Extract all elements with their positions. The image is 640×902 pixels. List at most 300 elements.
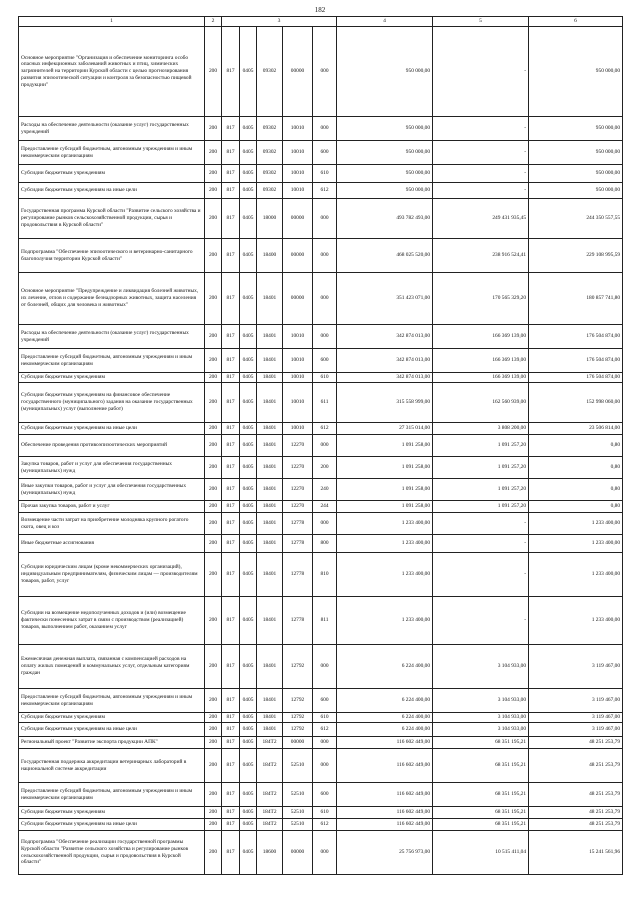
amount-cell: 1 091 258,00 — [337, 479, 433, 501]
code-cell: 000 — [313, 239, 337, 273]
header-cell: 6 — [529, 17, 623, 27]
amount-cell: 238 916 524,41 — [433, 239, 529, 273]
code-cell: 817 — [222, 479, 240, 501]
amount-cell: 116 602 449,00 — [337, 737, 433, 749]
amount-cell: 116 602 449,00 — [337, 783, 433, 807]
row-name-cell: Субсидии юридическим лицам (кроме некоммерческих организаций), индивидуальным предпринимателям, физическим лицам — производителям товаров, работ, услуг — [19, 553, 205, 597]
code-cell: 18400 — [257, 239, 283, 273]
code-cell: 0405 — [240, 183, 257, 199]
code-cell: 12778 — [283, 535, 313, 553]
code-cell: 10010 — [283, 349, 313, 373]
amount-cell: 3 104 933,00 — [433, 689, 529, 713]
code-cell: 610 — [313, 373, 337, 383]
table-row — [19, 597, 623, 645]
code-cell: 612 — [313, 183, 337, 199]
amount-cell: 176 504 874,00 — [529, 325, 623, 349]
code-cell: 184T2 — [257, 783, 283, 807]
amount-cell: - — [433, 513, 529, 535]
code-cell: 10010 — [283, 117, 313, 141]
code-cell: 200 — [205, 457, 222, 479]
code-cell: 817 — [222, 689, 240, 713]
code-cell: 12270 — [283, 501, 313, 513]
code-cell: 12270 — [283, 479, 313, 501]
table-row — [19, 117, 623, 141]
code-cell: 18401 — [257, 383, 283, 423]
code-cell: 18401 — [257, 273, 283, 325]
amount-cell: 25 756 973,00 — [337, 831, 433, 875]
code-cell: 18401 — [257, 513, 283, 535]
page-number: 182 — [314, 6, 326, 14]
table-row — [19, 383, 623, 423]
code-cell: 10010 — [283, 325, 313, 349]
code-cell: 817 — [222, 349, 240, 373]
amount-cell: 0,80 — [529, 457, 623, 479]
amount-cell: 166 369 139,00 — [433, 325, 529, 349]
code-cell: 817 — [222, 117, 240, 141]
table-row — [19, 141, 623, 165]
code-cell: 817 — [222, 435, 240, 457]
code-cell: 817 — [222, 457, 240, 479]
amount-cell: 6 224 400,00 — [337, 689, 433, 713]
amount-cell: 166 369 139,00 — [433, 349, 529, 373]
code-cell: 09302 — [257, 183, 283, 199]
code-cell: 817 — [222, 141, 240, 165]
code-cell: 09302 — [257, 165, 283, 183]
table-row — [19, 27, 623, 117]
amount-cell: 468 025 520,00 — [337, 239, 433, 273]
code-cell: 000 — [313, 749, 337, 783]
table-row — [19, 831, 623, 875]
code-cell: 817 — [222, 713, 240, 723]
table-row — [19, 819, 623, 831]
code-cell: 0405 — [240, 737, 257, 749]
amount-cell: 950 000,00 — [337, 183, 433, 199]
amount-cell: 15 241 561,96 — [529, 831, 623, 875]
amount-cell: 166 369 139,00 — [433, 373, 529, 383]
amount-cell: 1 233 400,00 — [337, 553, 433, 597]
code-cell: 817 — [222, 723, 240, 737]
code-cell: 000 — [313, 513, 337, 535]
row-name-cell: Расходы на обеспечение деятельности (оказание услуг) государственных учреждений — [19, 117, 205, 141]
code-cell: 18401 — [257, 553, 283, 597]
amount-cell: 0,80 — [529, 501, 623, 513]
amount-cell: - — [433, 553, 529, 597]
code-cell: 200 — [205, 713, 222, 723]
code-cell: 18401 — [257, 501, 283, 513]
table-row — [19, 435, 623, 457]
table-row — [19, 199, 623, 239]
code-cell: 200 — [205, 645, 222, 689]
code-cell: 000 — [313, 199, 337, 239]
code-cell: 200 — [205, 501, 222, 513]
amount-cell: - — [433, 141, 529, 165]
code-cell: 817 — [222, 183, 240, 199]
header-row — [19, 17, 623, 27]
code-cell: 0405 — [240, 373, 257, 383]
code-cell: 10010 — [283, 165, 313, 183]
amount-cell: 68 351 195,21 — [433, 819, 529, 831]
amount-cell: 68 351 195,21 — [433, 737, 529, 749]
code-cell: 0405 — [240, 239, 257, 273]
code-cell: 12792 — [283, 723, 313, 737]
table-row — [19, 457, 623, 479]
code-cell: 811 — [313, 597, 337, 645]
code-cell: 52510 — [283, 807, 313, 819]
code-cell: 817 — [222, 423, 240, 435]
amount-cell: - — [433, 597, 529, 645]
amount-cell: 6 224 400,00 — [337, 723, 433, 737]
code-cell: 200 — [205, 597, 222, 645]
table-row — [19, 737, 623, 749]
row-name-cell: Возмещение части затрат на приобретение молодняка крупного рогатого скота, овец и коз — [19, 513, 205, 535]
table-row — [19, 645, 623, 689]
table-row — [19, 349, 623, 373]
header-cell: 4 — [337, 17, 433, 27]
code-cell: 000 — [313, 831, 337, 875]
code-cell: 817 — [222, 737, 240, 749]
amount-cell: 48 251 253,79 — [529, 749, 623, 783]
code-cell: 200 — [205, 383, 222, 423]
row-name-cell: Закупка товаров, работ и услуг для обеспечения государственных (муниципальных) нужд — [19, 457, 205, 479]
table-row — [19, 479, 623, 501]
amount-cell: 1 233 400,00 — [337, 597, 433, 645]
amount-cell: 342 874 013,00 — [337, 325, 433, 349]
code-cell: 200 — [205, 239, 222, 273]
code-cell: 12778 — [283, 597, 313, 645]
code-cell: 18401 — [257, 713, 283, 723]
code-cell: 10010 — [283, 423, 313, 435]
code-cell: 200 — [205, 807, 222, 819]
row-name-cell: Ежемесячная денежная выплата, связанная с компенсацией расходов на оплату жилых помещений и коммунальных услуг, отдельным категориям граждан — [19, 645, 205, 689]
code-cell: 000 — [313, 737, 337, 749]
code-cell: 0405 — [240, 383, 257, 423]
code-cell: 200 — [205, 273, 222, 325]
code-cell: 817 — [222, 273, 240, 325]
amount-cell: - — [433, 27, 529, 117]
amount-cell: 950 000,00 — [337, 165, 433, 183]
amount-cell: 950 000,00 — [337, 141, 433, 165]
amount-cell: 1 091 257,20 — [433, 457, 529, 479]
code-cell: 817 — [222, 325, 240, 349]
amount-cell: 170 565 329,20 — [433, 273, 529, 325]
code-cell: 18600 — [257, 831, 283, 875]
row-name-cell: Подпрограмма "Обеспечение реализации государственной программы Курской области "Развитие сельского хозяйства и регулирование рынков сельскохозяйственной продукции, сырья и продовольствия в Курской области" — [19, 831, 205, 875]
table-row — [19, 373, 623, 383]
table-row — [19, 325, 623, 349]
code-cell: 09302 — [257, 27, 283, 117]
code-cell: 200 — [205, 479, 222, 501]
row-name-cell: Региональный проект "Развитие экспорта продукции АПК" — [19, 737, 205, 749]
amount-cell: 249 431 935,45 — [433, 199, 529, 239]
code-cell: 0405 — [240, 141, 257, 165]
code-cell: 610 — [313, 165, 337, 183]
code-cell: 12778 — [283, 513, 313, 535]
code-cell: 200 — [205, 141, 222, 165]
code-cell: 0405 — [240, 501, 257, 513]
amount-cell: 1 233 400,00 — [529, 513, 623, 535]
header-cell: 3 — [222, 17, 337, 27]
code-cell: 000 — [313, 435, 337, 457]
code-cell: 0405 — [240, 553, 257, 597]
amount-cell: 23 506 814,00 — [529, 423, 623, 435]
code-cell: 0405 — [240, 325, 257, 349]
row-name-cell: Основное мероприятие "Предупреждение и ликвидация болезней животных, их лечение, отлов и содержание безнадзорных животных, защита населения от болезней, общих для человека и животных" — [19, 273, 205, 325]
code-cell: 200 — [205, 199, 222, 239]
code-cell: 200 — [205, 819, 222, 831]
amount-cell: 1 091 258,00 — [337, 457, 433, 479]
row-name-cell: Субсидии бюджетным учреждениям — [19, 373, 205, 383]
amount-cell: 3 119 467,00 — [529, 645, 623, 689]
code-cell: 600 — [313, 349, 337, 373]
code-cell: 200 — [205, 325, 222, 349]
code-cell: 200 — [205, 749, 222, 783]
code-cell: 0405 — [240, 723, 257, 737]
code-cell: 810 — [313, 553, 337, 597]
amount-cell: 0,80 — [529, 435, 623, 457]
amount-cell: 6 224 400,00 — [337, 713, 433, 723]
code-cell: 0405 — [240, 479, 257, 501]
code-cell: 10010 — [283, 383, 313, 423]
table-row — [19, 183, 623, 199]
amount-cell: 3 119 467,00 — [529, 689, 623, 713]
amount-cell: 0,80 — [529, 479, 623, 501]
code-cell: 817 — [222, 501, 240, 513]
table-row — [19, 165, 623, 183]
code-cell: 200 — [205, 183, 222, 199]
code-cell: 600 — [313, 783, 337, 807]
row-name-cell: Субсидии бюджетным учреждениям на иные цели — [19, 183, 205, 199]
code-cell: 09302 — [257, 141, 283, 165]
code-cell: 184T2 — [257, 749, 283, 783]
amount-cell: 152 998 060,00 — [529, 383, 623, 423]
amount-cell: 244 350 557,55 — [529, 199, 623, 239]
amount-cell: 351 423 071,00 — [337, 273, 433, 325]
code-cell: 0405 — [240, 435, 257, 457]
row-name-cell: Основное мероприятие "Организация и обеспечение мониторинга особо опасных инфекционных заболеваний животных и птиц, химических загрязнителей на территории Курской области с целью прогнозирования развития эпизоотической ситуации и контроля за безопасностью пищевой продукции" — [19, 27, 205, 117]
table-row — [19, 239, 623, 273]
code-cell: 18401 — [257, 645, 283, 689]
code-cell: 200 — [205, 423, 222, 435]
amount-cell: 1 091 257,20 — [433, 435, 529, 457]
code-cell: 12270 — [283, 435, 313, 457]
amount-cell: 493 782 493,00 — [337, 199, 433, 239]
code-cell: 184T2 — [257, 737, 283, 749]
code-cell: 610 — [313, 713, 337, 723]
row-name-cell: Предоставление субсидий бюджетным, автономным учреждениям и иным некоммерческим организациям — [19, 689, 205, 713]
code-cell: 200 — [205, 117, 222, 141]
code-cell: 0405 — [240, 165, 257, 183]
code-cell: 817 — [222, 749, 240, 783]
code-cell: 0405 — [240, 689, 257, 713]
code-cell: 18000 — [257, 199, 283, 239]
code-cell: 817 — [222, 597, 240, 645]
amount-cell: 3 119 467,00 — [529, 713, 623, 723]
row-name-cell: Субсидии бюджетным учреждениям на иные цели — [19, 819, 205, 831]
code-cell: 000 — [313, 645, 337, 689]
budget-table — [18, 16, 623, 875]
amount-cell: 1 233 400,00 — [337, 513, 433, 535]
amount-cell: 3 119 467,00 — [529, 723, 623, 737]
code-cell: 200 — [205, 27, 222, 117]
code-cell: 0405 — [240, 423, 257, 435]
code-cell: 0405 — [240, 819, 257, 831]
code-cell: 240 — [313, 479, 337, 501]
code-cell: 18401 — [257, 435, 283, 457]
amount-cell: 3 104 933,00 — [433, 723, 529, 737]
amount-cell: 342 874 013,00 — [337, 373, 433, 383]
amount-cell: 6 224 400,00 — [337, 645, 433, 689]
amount-cell: - — [433, 165, 529, 183]
code-cell: 817 — [222, 783, 240, 807]
code-cell: 800 — [313, 535, 337, 553]
amount-cell: - — [433, 117, 529, 141]
row-name-cell: Прочая закупка товаров, работ и услуг — [19, 501, 205, 513]
amount-cell: 3 104 933,00 — [433, 645, 529, 689]
amount-cell: 116 602 449,00 — [337, 749, 433, 783]
table-row — [19, 713, 623, 723]
code-cell: 00000 — [283, 273, 313, 325]
table-row — [19, 689, 623, 713]
code-cell: 612 — [313, 819, 337, 831]
amount-cell: 68 351 195,21 — [433, 783, 529, 807]
header-cell: 5 — [433, 17, 529, 27]
code-cell: 184T2 — [257, 807, 283, 819]
amount-cell: - — [433, 535, 529, 553]
code-cell: 10010 — [283, 373, 313, 383]
code-cell: 244 — [313, 501, 337, 513]
amount-cell: 68 351 195,21 — [433, 749, 529, 783]
code-cell: 18401 — [257, 597, 283, 645]
code-cell: 817 — [222, 819, 240, 831]
code-cell: 18401 — [257, 423, 283, 435]
code-cell: 000 — [313, 117, 337, 141]
table-row — [19, 273, 623, 325]
code-cell: 0405 — [240, 597, 257, 645]
code-cell: 200 — [205, 165, 222, 183]
amount-cell: 950 000,00 — [529, 183, 623, 199]
code-cell: 0405 — [240, 783, 257, 807]
table-row — [19, 553, 623, 597]
code-cell: 12792 — [283, 645, 313, 689]
row-name-cell: Субсидии бюджетным учреждениям — [19, 165, 205, 183]
code-cell: 0405 — [240, 349, 257, 373]
row-name-cell: Обеспечение проведения противоэпизоотических мероприятий — [19, 435, 205, 457]
amount-cell: - — [433, 183, 529, 199]
amount-cell: 1 233 400,00 — [529, 553, 623, 597]
code-cell: 200 — [205, 689, 222, 713]
row-name-cell: Предоставление субсидий бюджетным, автономным учреждениям и иным некоммерческим организациям — [19, 141, 205, 165]
row-name-cell: Подпрограмма "Обеспечение эпизоотического и ветеринарно-санитарного благополучия территории Курской области" — [19, 239, 205, 273]
code-cell: 18401 — [257, 325, 283, 349]
code-cell: 200 — [313, 457, 337, 479]
row-name-cell: Субсидии бюджетным учреждениям на финансовое обеспечение государственного (муниципального) задания на оказание государственных (муниципальных) услуг (выполнение работ) — [19, 383, 205, 423]
code-cell: 0405 — [240, 513, 257, 535]
code-cell: 612 — [313, 423, 337, 435]
table-row — [19, 423, 623, 435]
code-cell: 0405 — [240, 713, 257, 723]
amount-cell: 950 000,00 — [529, 117, 623, 141]
code-cell: 817 — [222, 27, 240, 117]
code-cell: 0405 — [240, 27, 257, 117]
code-cell: 18401 — [257, 479, 283, 501]
code-cell: 18401 — [257, 689, 283, 713]
code-cell: 52510 — [283, 783, 313, 807]
table-row — [19, 749, 623, 783]
amount-cell: 3 104 933,00 — [433, 713, 529, 723]
row-name-cell: Субсидии на возмещение недополученных доходов и (или) возмещение фактически понесенных затрат в связи с производством (реализацией) товаров, выполнением работ, оказанием услуг — [19, 597, 205, 645]
amount-cell: 48 251 253,79 — [529, 783, 623, 807]
code-cell: 18401 — [257, 723, 283, 737]
amount-cell: 950 000,00 — [337, 117, 433, 141]
amount-cell: 1 091 258,00 — [337, 435, 433, 457]
code-cell: 00000 — [283, 199, 313, 239]
code-cell: 0405 — [240, 807, 257, 819]
code-cell: 817 — [222, 383, 240, 423]
code-cell: 00000 — [283, 27, 313, 117]
amount-cell: 950 000,00 — [529, 141, 623, 165]
code-cell: 200 — [205, 783, 222, 807]
row-name-cell: Предоставление субсидий бюджетным, автономным учреждениям и иным некоммерческим организациям — [19, 783, 205, 807]
code-cell: 611 — [313, 383, 337, 423]
amount-cell: 950 000,00 — [529, 27, 623, 117]
code-cell: 12270 — [283, 457, 313, 479]
code-cell: 817 — [222, 373, 240, 383]
row-name-cell: Государственная поддержка аккредитации ветеринарных лабораторий в национальной системе аккредитации — [19, 749, 205, 783]
code-cell: 600 — [313, 141, 337, 165]
code-cell: 817 — [222, 831, 240, 875]
row-name-cell: Иные закупки товаров, работ и услуг для обеспечения государственных (муниципальных) нужд — [19, 479, 205, 501]
amount-cell: 3 808 200,00 — [433, 423, 529, 435]
amount-cell: 116 602 449,00 — [337, 807, 433, 819]
table-row — [19, 501, 623, 513]
amount-cell: 176 504 874,00 — [529, 349, 623, 373]
code-cell: 0405 — [240, 645, 257, 689]
code-cell: 18401 — [257, 457, 283, 479]
amount-cell: 176 504 874,00 — [529, 373, 623, 383]
code-cell: 612 — [313, 723, 337, 737]
code-cell: 00000 — [283, 239, 313, 273]
table-row — [19, 513, 623, 535]
code-cell: 200 — [205, 723, 222, 737]
row-name-cell: Субсидии бюджетным учреждениям — [19, 713, 205, 723]
code-cell: 817 — [222, 553, 240, 597]
code-cell: 09302 — [257, 117, 283, 141]
code-cell: 10010 — [283, 141, 313, 165]
code-cell: 0405 — [240, 831, 257, 875]
table-row — [19, 723, 623, 737]
code-cell: 18401 — [257, 535, 283, 553]
amount-cell: 1 233 400,00 — [529, 535, 623, 553]
code-cell: 200 — [205, 831, 222, 875]
amount-cell: 1 233 400,00 — [337, 535, 433, 553]
amount-cell: 1 091 257,20 — [433, 479, 529, 501]
code-cell: 10010 — [283, 183, 313, 199]
code-cell: 000 — [313, 27, 337, 117]
code-cell: 200 — [205, 535, 222, 553]
amount-cell: 68 351 195,21 — [433, 807, 529, 819]
amount-cell: 1 233 400,00 — [529, 597, 623, 645]
code-cell: 52510 — [283, 819, 313, 831]
code-cell: 817 — [222, 239, 240, 273]
code-cell: 0405 — [240, 749, 257, 783]
code-cell: 18401 — [257, 373, 283, 383]
row-name-cell: Государственная программа Курской области "Развитие сельского хозяйства и регулирование рынков сельскохозяйственной продукции, сырья и продовольствия в Курской области" — [19, 199, 205, 239]
code-cell: 000 — [313, 273, 337, 325]
code-cell: 12792 — [283, 689, 313, 713]
amount-cell: 229 108 995,59 — [529, 239, 623, 273]
amount-cell: 48 251 253,79 — [529, 819, 623, 831]
code-cell: 0405 — [240, 199, 257, 239]
